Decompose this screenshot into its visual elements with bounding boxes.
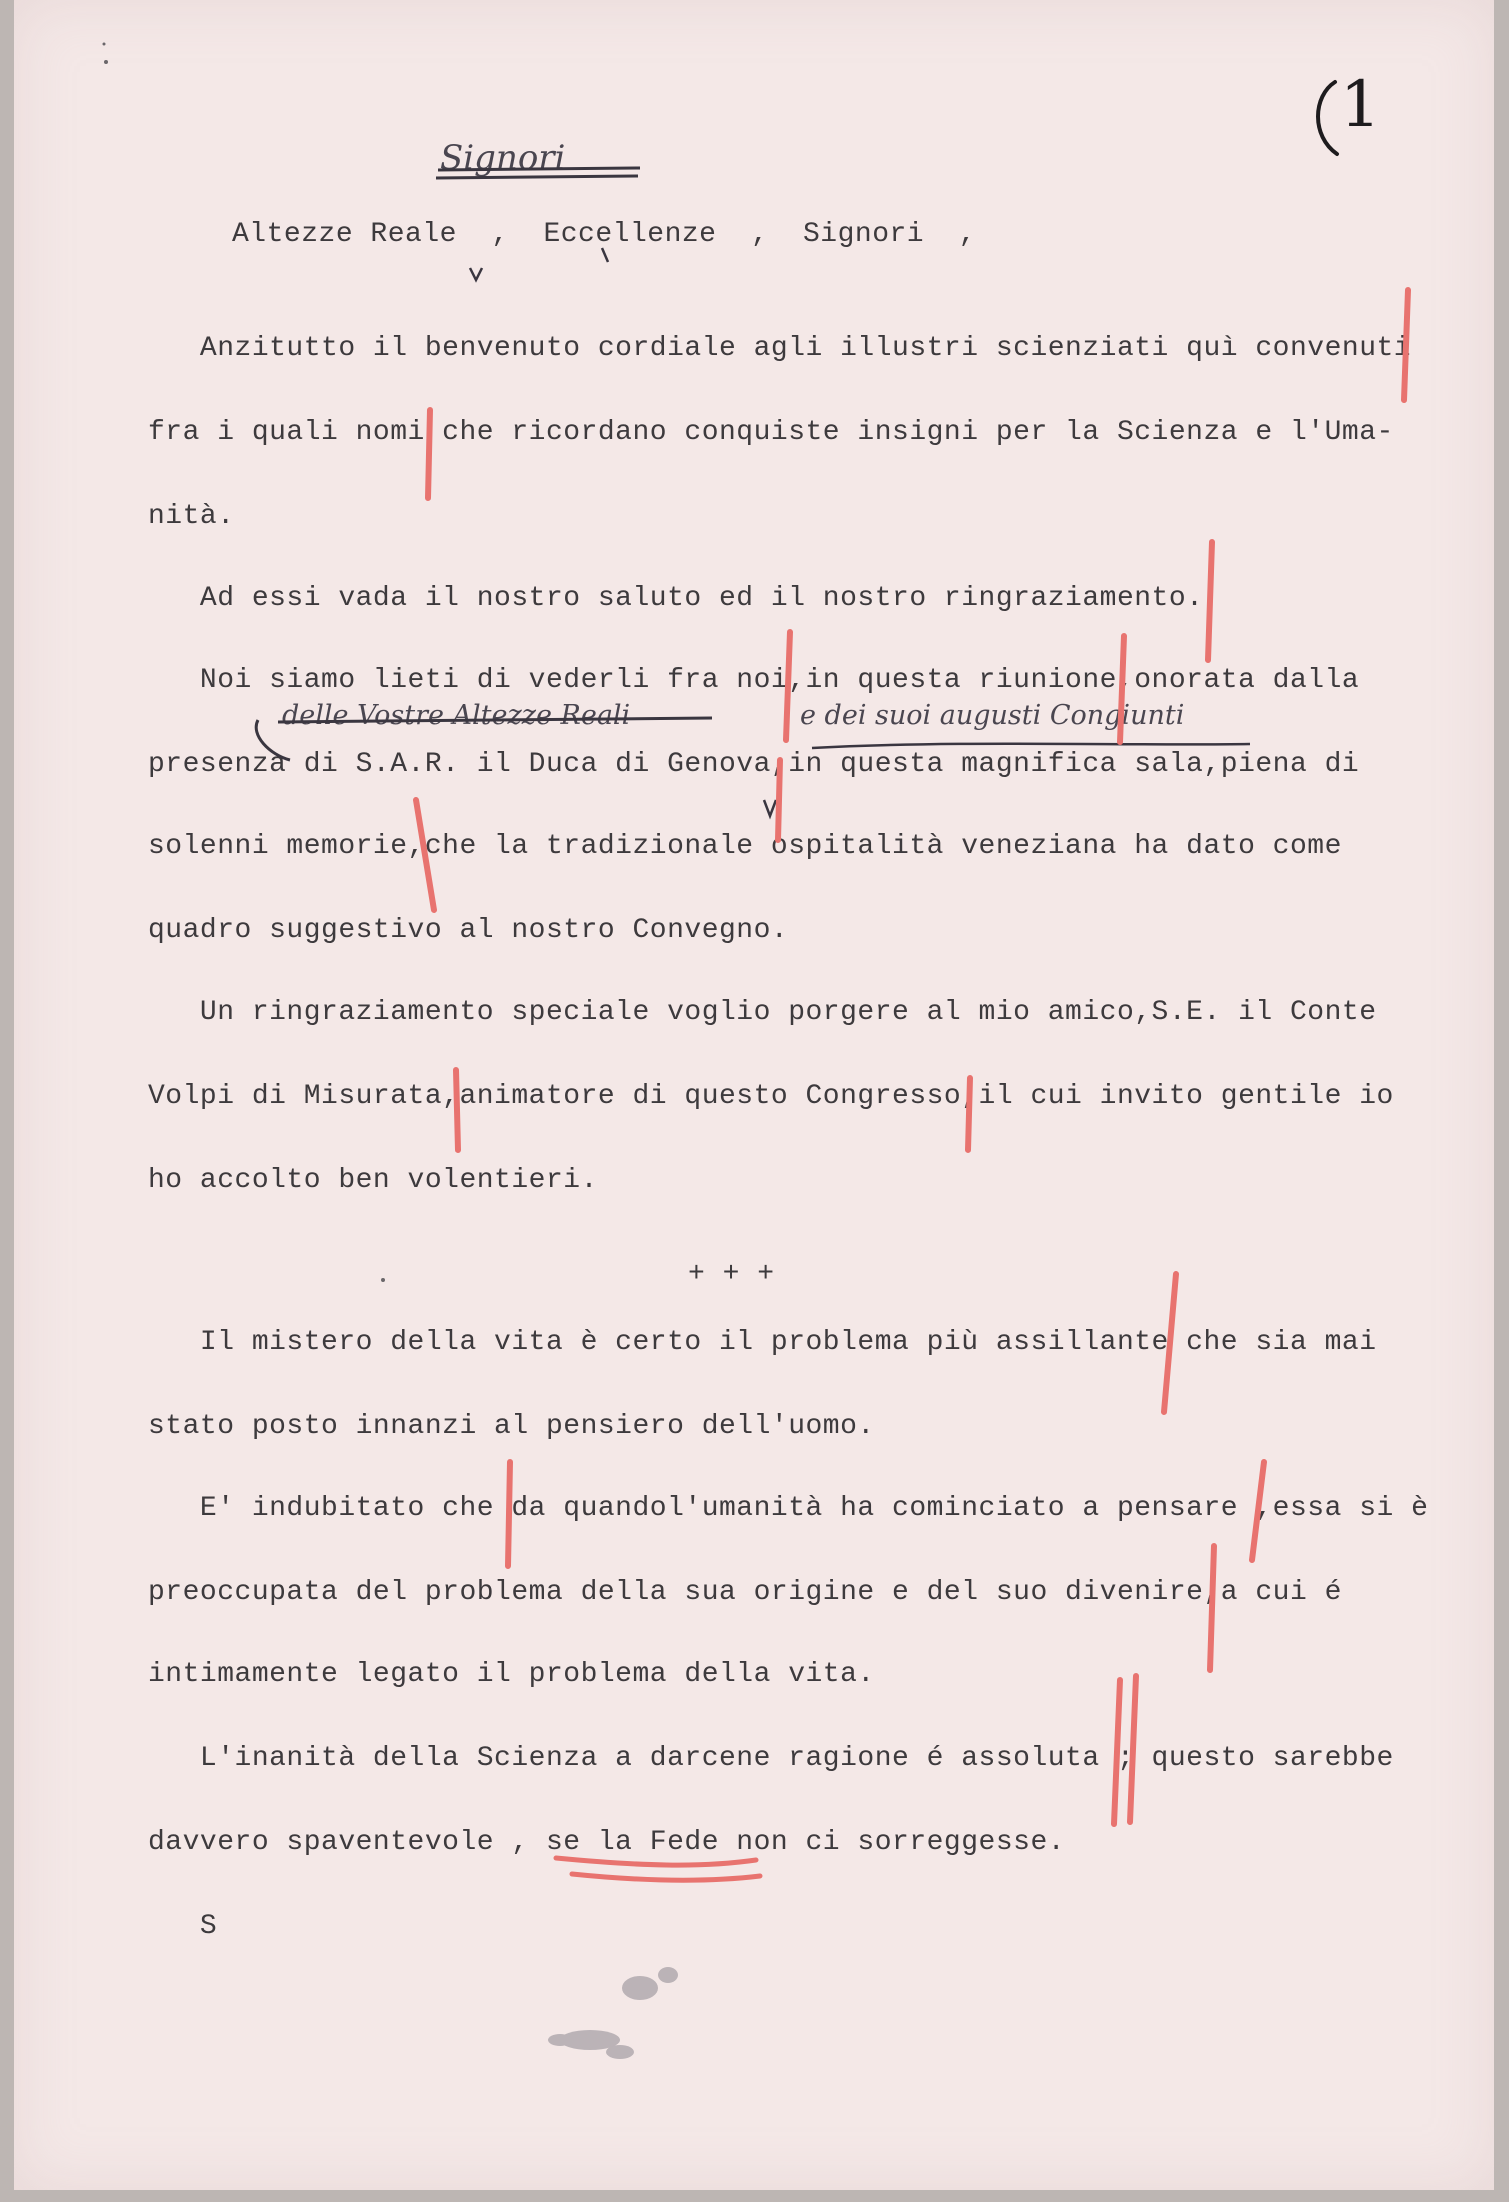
paper-stain	[548, 1967, 678, 2059]
insertion-carets	[470, 248, 776, 816]
pen-strike-phrase	[256, 718, 712, 760]
text-line: S	[148, 1911, 218, 1942]
section-separator: + + +	[688, 1259, 775, 1290]
text-line: intimamente legato il problema della vita.	[148, 1659, 875, 1690]
struck-word: Signori	[440, 138, 566, 178]
struck-phrase: delle Vostre Altezze Reali	[282, 700, 631, 731]
text-line: Noi siamo lieti di vederli fra noi,in questa riunione,onorata dalla	[148, 665, 1360, 696]
text-line: quadro suggestivo al nostro Convegno.	[148, 915, 789, 946]
text-line: Il mistero della vita è certo il problema più assillante che sia mai	[148, 1327, 1377, 1358]
text-line: Anzitutto il benvenuto cordiale agli illustri scienziati quì convenuti	[148, 333, 1412, 364]
text-line: davvero spaventevole , se la Fede non ci sorreggesse.	[148, 1827, 1066, 1858]
red-pencil-marks	[416, 290, 1408, 1824]
handwritten-insertion: e dei suoi augusti Congiunti	[800, 700, 1185, 731]
page-number: 1	[1340, 68, 1381, 142]
text-line: preoccupata del problema della sua origine e del suo divenire,a cui é	[148, 1577, 1342, 1608]
text-line: Volpi di Misurata,animatore di questo Congresso,il cui invito gentile io	[148, 1081, 1394, 1112]
salutation-line: Altezze Reale , Eccellenze , Signori ,	[232, 219, 977, 250]
text-line: ho accolto ben volentieri.	[148, 1165, 598, 1196]
paper-specks	[103, 43, 386, 1283]
text-line: solenni memorie,che la tradizionale ospitalità veneziana ha dato come	[148, 831, 1342, 862]
text-line: Ad essi vada il nostro saluto ed il nostro ringraziamento.	[148, 583, 1204, 614]
text-line: E' indubitato che da quandol'umanità ha cominciato a pensare ,essa si è	[148, 1493, 1429, 1524]
red-underline	[556, 1858, 760, 1880]
text-line: stato posto innanzi al pensiero dell'uomo.	[148, 1411, 875, 1442]
pen-strike-top	[436, 168, 640, 178]
text-line: L'inanità della Scienza a darcene ragione é assoluta ; questo sarebbe	[148, 1743, 1394, 1774]
text-line: fra i quali nomi che ricordano conquiste insigni per la Scienza e l'Uma-	[148, 417, 1394, 448]
text-line: nità.	[148, 501, 235, 532]
insertion-underline	[812, 744, 1250, 748]
text-line: presenza di S.A.R. il Duca di Genova,in questa magnifica sala,piena di	[148, 749, 1360, 780]
text-line: Un ringraziamento speciale voglio porgere al mio amico,S.E. il Conte	[148, 997, 1377, 1028]
